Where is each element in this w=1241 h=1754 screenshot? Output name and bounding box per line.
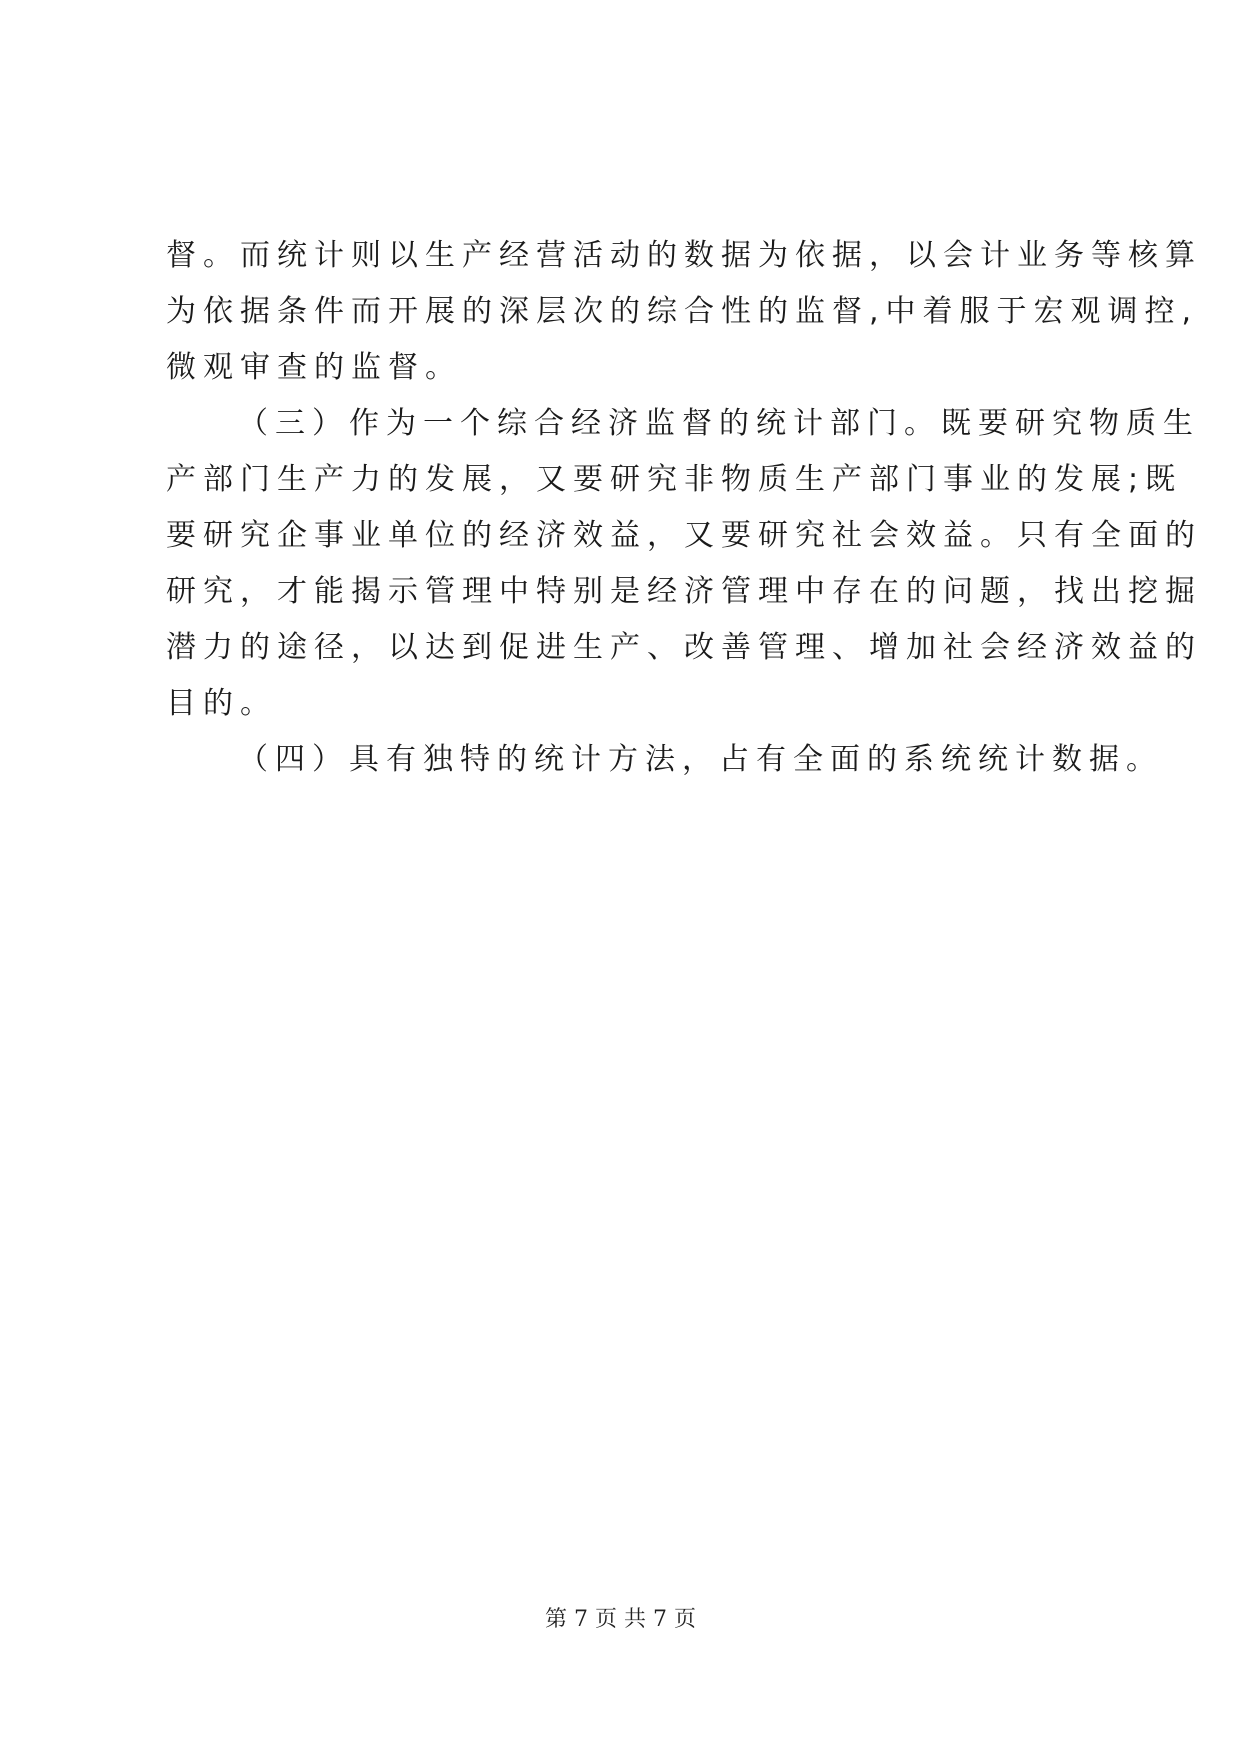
page-number-label: 第 7 页 共 7 页 (545, 1607, 696, 1632)
text-line-5: 产部门生产力的发展，又要研究非物质生产部门事业的发展;既 (166, 462, 1183, 497)
page-footer (0, 1605, 1241, 1635)
text-line-9: 目的。 (166, 686, 277, 721)
text-line-10: （四）具有独特的统计方法，占有全面的系统统计数据。 (238, 742, 1163, 777)
text-line-1: 督。而统计则以生产经营活动的数据为依据，以会计业务等核算 (166, 238, 1202, 273)
text-line-6: 要研究企事业单位的经济效益，又要研究社会效益。只有全面的 (166, 518, 1202, 553)
text-line-8: 潜力的途径，以达到促进生产、改善管理、增加社会经济效益的 (166, 630, 1202, 665)
document-body (166, 228, 1202, 788)
text-line-2: 为依据条件而开展的深层次的综合性的监督,中着服于宏观调控, (166, 294, 1199, 329)
text-line-3: 微观审查的监督。 (166, 350, 462, 385)
text-line-7: 研究，才能揭示管理中特别是经济管理中存在的问题，找出挖掘 (166, 574, 1202, 609)
text-line-4: （三）作为一个综合经济监督的统计部门。既要研究物质生 (238, 406, 1200, 441)
